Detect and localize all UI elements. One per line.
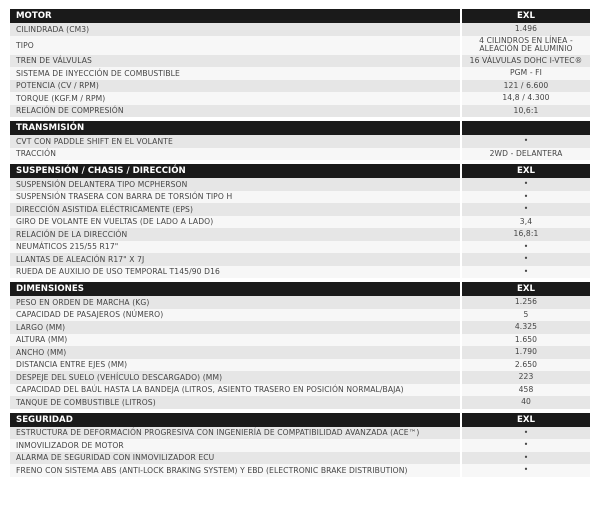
spec-value: 14,8 / 4.300 — [462, 92, 590, 105]
section-title: SEGURIDAD — [10, 413, 462, 427]
spec-row — [10, 266, 590, 279]
included-dot-icon: • — [462, 427, 590, 440]
spec-label: SUSPENSIÓN TRASERA CON BARRA DE TORSIÓN TIPO H — [10, 191, 462, 204]
spec-value: 4.325 — [462, 321, 590, 334]
spec-value: 1.650 — [462, 334, 590, 347]
included-dot-icon: • — [462, 253, 590, 266]
spec-row — [10, 23, 590, 36]
spec-row — [10, 439, 590, 452]
spec-label: CILINDRADA (CM3) — [10, 23, 462, 36]
spec-label: DIRECCIÓN ASISTIDA ELÉCTRICAMENTE (EPS) — [10, 203, 462, 216]
spec-row — [10, 296, 590, 309]
spec-value: 2.650 — [462, 359, 590, 372]
spec-label: TIPO — [10, 36, 462, 55]
spec-row — [10, 92, 590, 105]
section-title: TRANSMISIÓN — [10, 121, 462, 135]
spec-row — [10, 371, 590, 384]
spec-label: PESO EN ORDEN DE MARCHA (KG) — [10, 296, 462, 309]
spec-label: LARGO (MM) — [10, 321, 462, 334]
spec-label: TANQUE DE COMBUSTIBLE (LITROS) — [10, 396, 462, 409]
spec-row — [10, 396, 590, 409]
section-column-label: EXL — [517, 414, 535, 425]
section-column-label — [462, 121, 590, 135]
spec-section — [10, 413, 590, 477]
spec-row — [10, 135, 590, 148]
included-dot-icon: • — [462, 241, 590, 254]
spec-value: 3,4 — [462, 216, 590, 229]
spec-label: DISTANCIA ENTRE EJES (MM) — [10, 359, 462, 372]
spec-label: NEUMÁTICOS 215/55 R17" — [10, 241, 462, 254]
spec-value: 458 — [462, 384, 590, 397]
spec-value: 4 CILINDROS EN LÍNEA - ALEACIÓN DE ALUMINIO — [462, 36, 590, 55]
included-dot-icon: • — [462, 439, 590, 452]
spec-row — [10, 321, 590, 334]
spec-label: INMOVILIZADOR DE MOTOR — [10, 439, 462, 452]
spec-row — [10, 105, 590, 118]
spec-row — [10, 203, 590, 216]
spec-value: 1.790 — [462, 346, 590, 359]
section-header — [10, 164, 590, 178]
included-dot-icon: • — [462, 203, 590, 216]
spec-value: 121 / 6.600 — [462, 80, 590, 93]
spec-row — [10, 191, 590, 204]
spec-row — [10, 55, 590, 68]
spec-label: TORQUE (KGF.M / RPM) — [10, 92, 462, 105]
spec-label: TRACCIÓN — [10, 148, 462, 161]
spec-label: SISTEMA DE INYECCIÓN DE COMBUSTIBLE — [10, 67, 462, 80]
spec-label: TREN DE VÁLVULAS — [10, 55, 462, 68]
spec-row — [10, 452, 590, 465]
spec-value: 16,8:1 — [462, 228, 590, 241]
section-column-label: EXL — [517, 284, 535, 294]
spec-label: CAPACIDAD DE PASAJEROS (NÚMERO) — [10, 309, 462, 322]
spec-value: PGM - FI — [462, 67, 590, 80]
spec-row — [10, 427, 590, 440]
included-dot-icon: • — [462, 464, 590, 477]
spec-value: 1.256 — [462, 296, 590, 309]
spec-label: CVT CON PADDLE SHIFT EN EL VOLANTE — [10, 135, 462, 148]
spec-value: 5 — [462, 309, 590, 322]
spec-value: 40 — [462, 396, 590, 409]
spec-row — [10, 67, 590, 80]
spec-row — [10, 359, 590, 372]
spec-row — [10, 216, 590, 229]
spec-row — [10, 309, 590, 322]
spec-section — [10, 282, 590, 409]
spec-row — [10, 148, 590, 161]
spec-label: POTENCIA (CV / RPM) — [10, 80, 462, 93]
spec-row — [10, 241, 590, 254]
spec-value: 223 — [462, 371, 590, 384]
section-title: MOTOR — [10, 9, 462, 23]
included-dot-icon: • — [462, 191, 590, 204]
spec-label: ALARMA DE SEGURIDAD CON INMOVILIZADOR ECU — [10, 452, 462, 465]
spec-value: 1.496 — [462, 23, 590, 36]
spec-row — [10, 464, 590, 477]
spec-row — [10, 384, 590, 397]
section-header — [10, 121, 590, 135]
section-column-label: EXL — [517, 11, 535, 21]
spec-value: 16 VÁLVULAS DOHC I-VTEC® — [462, 55, 590, 68]
spec-label: ESTRUCTURA DE DEFORMACIÓN PROGRESIVA CON INGENIERÍA DE COMPATIBILIDAD AVANZADA (ACE™) — [10, 427, 462, 440]
spec-row — [10, 36, 590, 55]
spec-label: CAPACIDAD DEL BAÚL HASTA LA BANDEJA (LITROS, ASIENTO TRASERO EN POSICIÓN NORMAL/BAJA) — [10, 384, 462, 397]
spec-label: RELACIÓN DE LA DIRECCIÓN — [10, 228, 462, 241]
spec-label: RELACIÓN DE COMPRESIÓN — [10, 105, 462, 118]
section-header — [10, 9, 590, 23]
spec-sheet — [10, 8, 590, 481]
included-dot-icon: • — [462, 135, 590, 148]
spec-row — [10, 228, 590, 241]
section-title: SUSPENSIÓN / CHASIS / DIRECCIÓN — [10, 164, 462, 178]
spec-label: FRENO CON SISTEMA ABS (ANTI-LOCK BRAKING SYSTEM) Y EBD (ELECTRONIC BRAKE DISTRIBUTION) — [10, 464, 462, 477]
spec-row — [10, 346, 590, 359]
section-header — [10, 413, 590, 427]
spec-section — [10, 9, 590, 117]
spec-row — [10, 334, 590, 347]
spec-label: LLANTAS DE ALEACIÓN R17" X 7J — [10, 253, 462, 266]
spec-value: 2WD - DELANTERA — [462, 148, 590, 161]
section-header — [10, 282, 590, 296]
section-title: DIMENSIONES — [10, 282, 462, 296]
spec-section — [10, 121, 590, 160]
spec-row — [10, 178, 590, 191]
spec-label: SUSPENSIÓN DELANTERA TIPO MCPHERSON — [10, 178, 462, 191]
included-dot-icon: • — [462, 266, 590, 279]
spec-label: GIRO DE VOLANTE EN VUELTAS (DE LADO A LADO) — [10, 216, 462, 229]
spec-section — [10, 164, 590, 278]
spec-label: ALTURA (MM) — [10, 334, 462, 347]
spec-label: ANCHO (MM) — [10, 346, 462, 359]
spec-label: DESPEJE DEL SUELO (VEHÍCULO DESCARGADO) (MM) — [10, 371, 462, 384]
included-dot-icon: • — [462, 178, 590, 191]
spec-value: 10,6:1 — [462, 105, 590, 118]
spec-row — [10, 253, 590, 266]
section-column-label: EXL — [517, 166, 535, 176]
included-dot-icon: • — [462, 452, 590, 465]
spec-label: RUEDA DE AUXILIO DE USO TEMPORAL T145/90 D16 — [10, 266, 462, 279]
spec-row — [10, 80, 590, 93]
